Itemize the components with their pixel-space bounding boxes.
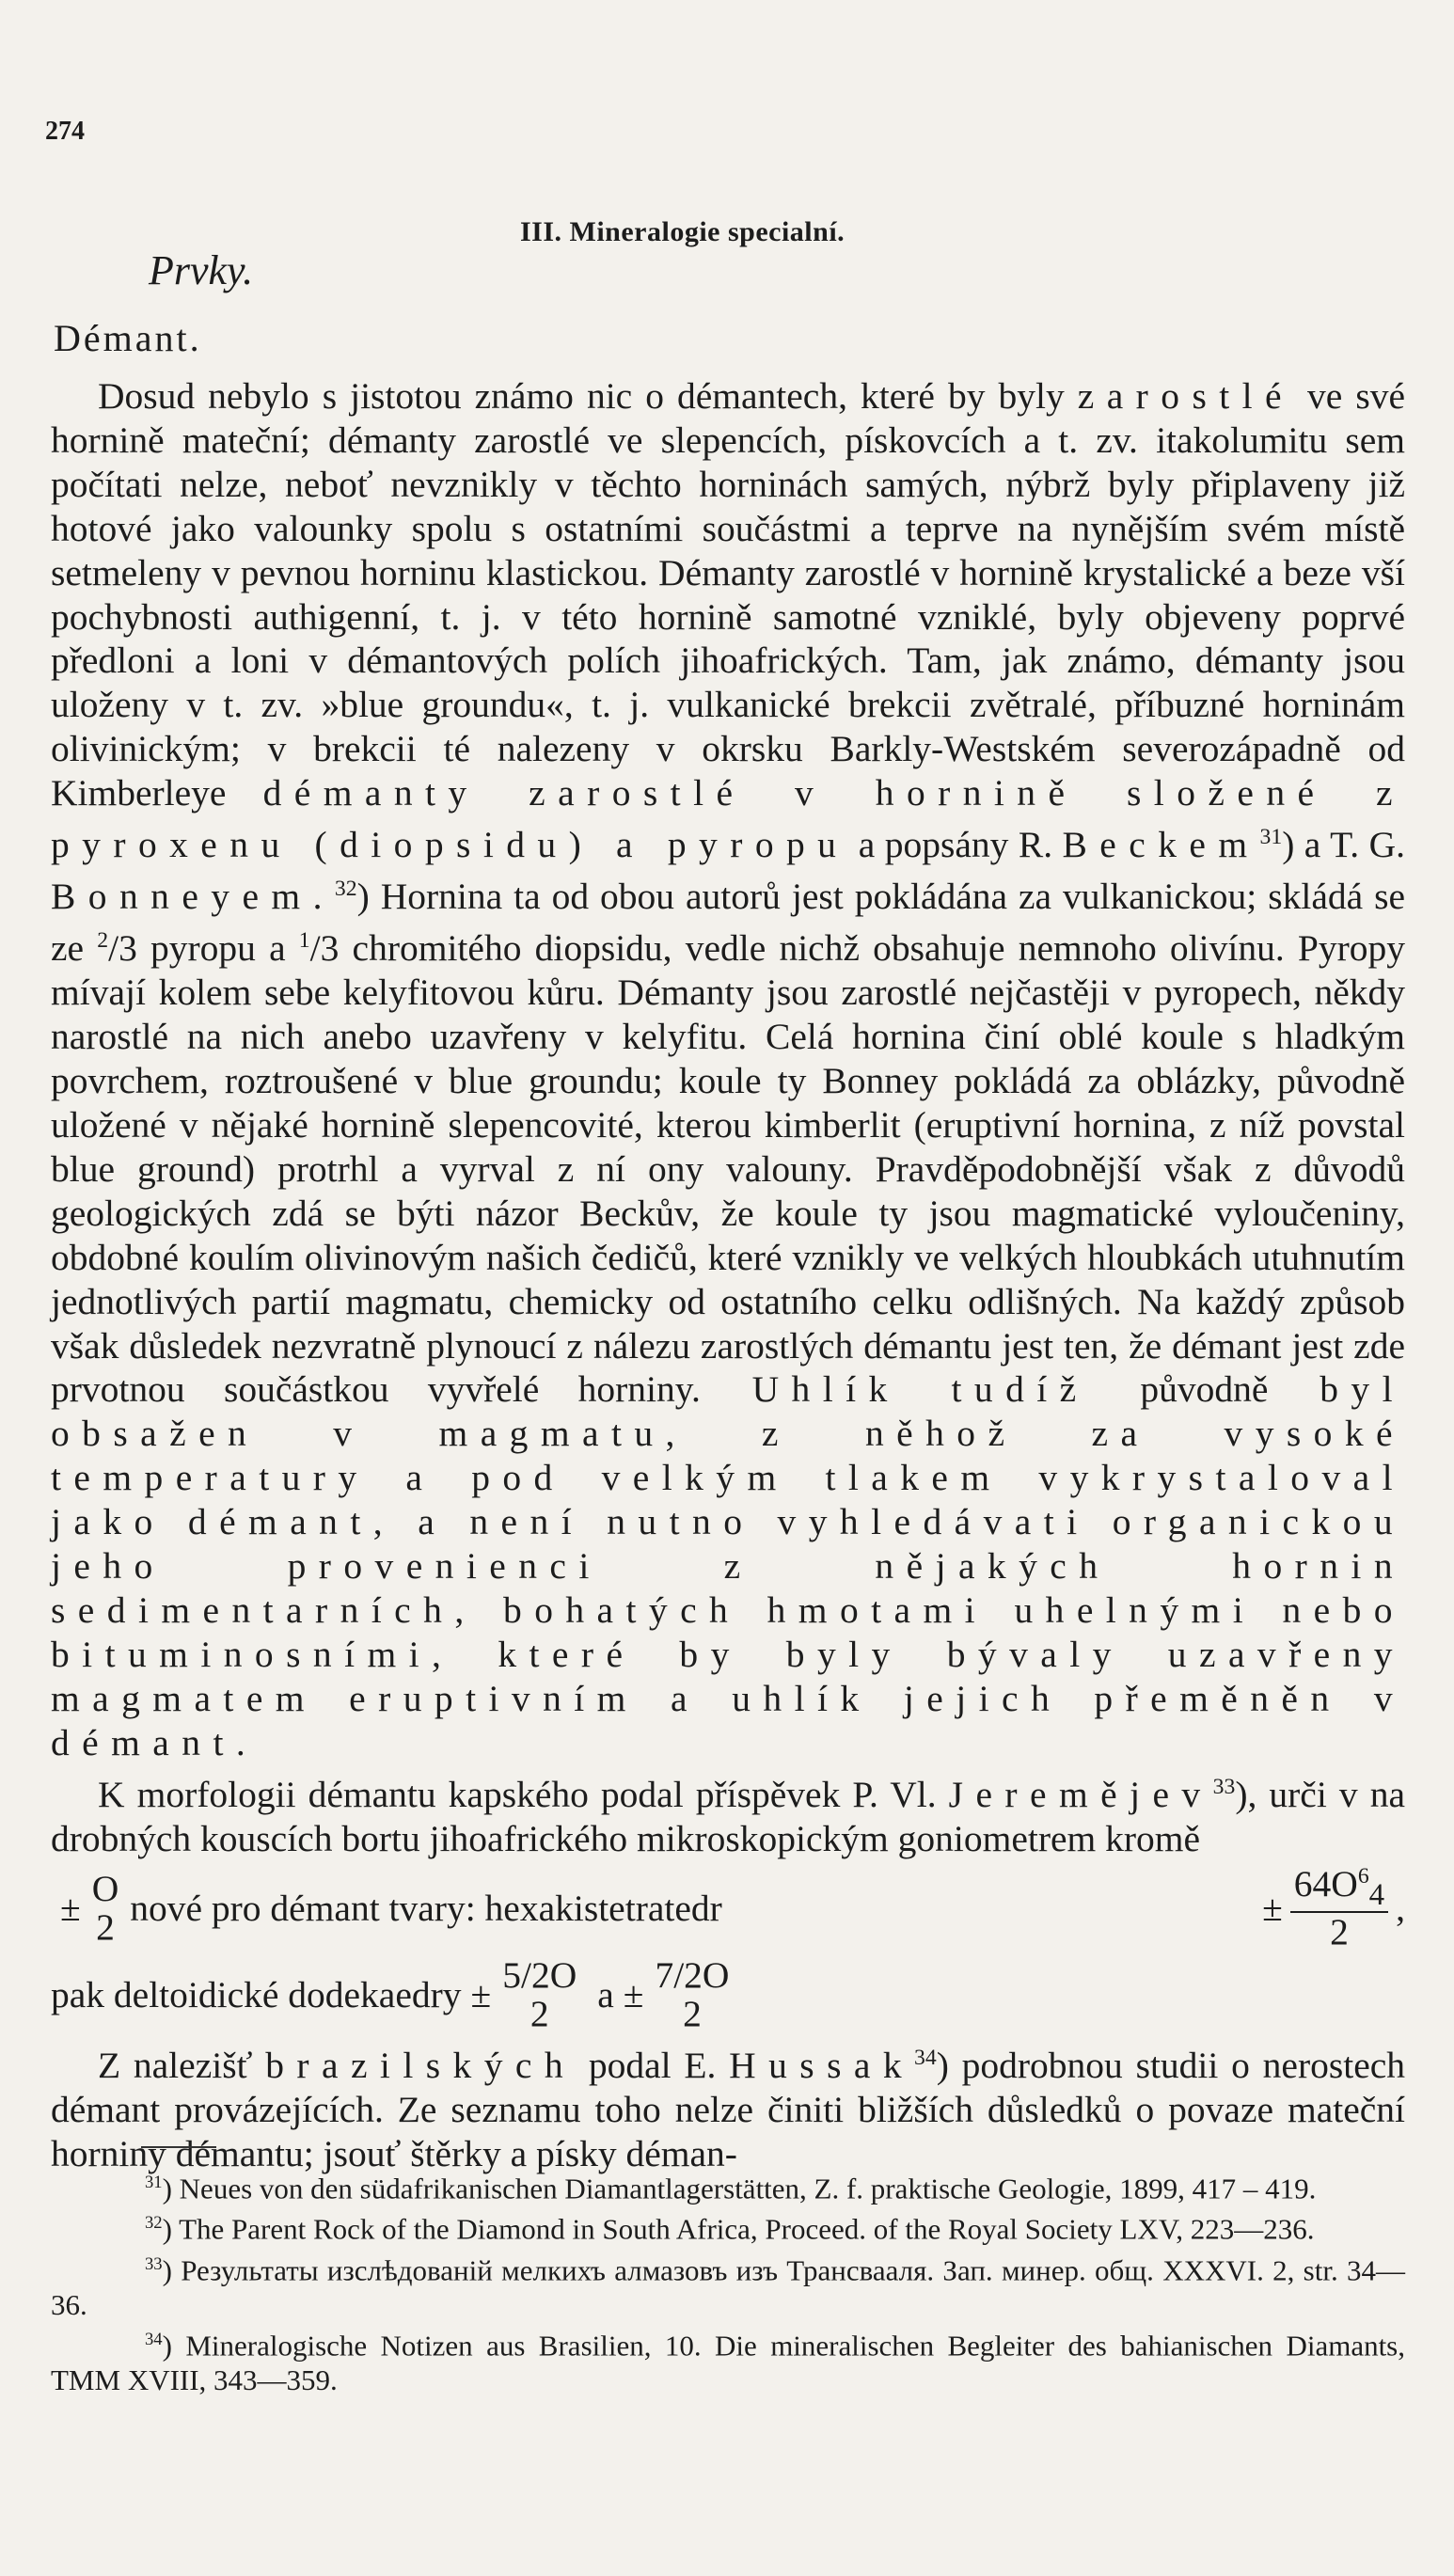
running-head: III. Mineralogie specialní. <box>520 216 846 247</box>
section-title: Prvky. <box>149 247 254 293</box>
footnotes <box>51 2165 1405 2397</box>
paragraph-1: Dosud nebylo s jistotou známo nic o démantech, které by byly zarostlé ve své hornině mateční; démanty zarostlé ve slepencích, pískovcích a t. zv. itakolumitu sem počítati nelze, neboť nevznikly v těchto horninách samých, nýbrž byly připlaveny již hotové jako valounky spolu s ostatními součástmi a teprve na nynějším svém místě setmeleny v pevnou horninu klastickou. Démanty zarostlé v hornině krystalické a beze vší pochybnosti authigenní, t. j. v této hornině samotné vzniklé, byly objeveny poprvé předloni a loni v démantových polích jihoafrických. Tam, jak známo, démanty jsou uloženy v t. zv. »blue groundu«, t. j. vulkanické brekcii zvětralé, příbuzné horninám olivinickým; v brekcii té nalezeny v okrsku Barkly-Westském severozápadně od Kimberleye démanty zarostlé v hornině složené z pyroxenu (diopsidu) a pyropu a popsány R. Beckem$^{31}$) a T. G. Bonneyem.$^{32}$) Hornina ta od obou autorů jest pokládána za vulkanickou; skládá se ze $^2$/3 pyropu a $^1$/3 chromitého diopsidu, vedle nichž obsahuje nemnoho olivínu. Pyropy mívají kolem sebe kelyfitovou kůru. Démanty jsou zarostlé nejčastěji v pyropech, někdy narostlé na nich anebo uzavřeny v kelyfitu. Celá hornina činí oblé koule s hladkým povrchem, roztroušené v blue groundu; koule ty Bonney pokládá za oblázky, původně uložené v nějaké hornině slepencovité, kterou kimberlit (eruptivní hornina, z níž povstal blue ground) protrhl a vyrval z ní ony valouny. Pravděpodobnější však z důvodů geologických zdá se býti názor Beckův, že koule ty jsou magmatické vyloučeniny, obdobné koulím olivinovým našich čedičů, které vznikly ve velkých hloubkách utuhnutím jednotlivých partií magmatu, chemicky od ostatního celku odlišných. Na každý způsob však důsledek nezvratně plynoucí z nálezu zarostlých démantu jest ten, že démant jest zde prvotnou součástkou vyvřelé horniny. Uhlík tudíž původně byl obsažen v magmatu, z něhož za vysoké temperatury a pod velkým tlakem vykrystaloval jako démant, a není nutno vyhledávati organickou jeho provenienci z nějakých hornin sedimentarních, bohatých hmotami uhelnými nebo bituminosními, které by byly bývaly uzavřeny magmatem eruptivním a uhlík jejich přeměněn v démant. <box>51 375 1406 1763</box>
page-number: 274 <box>45 117 85 146</box>
paragraph-3: Z nalezišť brazilských podal E. Hussak$^{34}$) podrobnou studii o nerostech démant provázejících. Ze seznamu toho nelze činiti bližších důsledků o povaze mateční horniny démantu; jsouť štěrky a písky déman- <box>51 2044 1406 2174</box>
main-text <box>51 374 1405 2175</box>
subheading: Démant. <box>54 317 202 359</box>
fraction-7-2: 7/2O 2 <box>655 1953 730 2035</box>
footnote-34: $^{34}$) Mineralogische Notizen aus Brasilien, 10. Die mineralischen Begleiter des bahianischen Diamants, TMM XVIII, 343—359. <box>51 2329 1405 2397</box>
paragraph-2: K morfologii démantu kapského podal příspěvek P. Vl. Jeremějev$^{33}$), urči v na drobných kouscích bortu jihoafrického mikroskopickým goniometrem kromě <box>51 1773 1405 1859</box>
footnote-33: $^{33}$) Результаты изслѣдованій мелкихъ алмазовъ изъ Трансвааля. Зап. минер. общ. XXXVI. 2, str. 34—36. <box>51 2252 1405 2321</box>
formula-line-2: pak deltoidické dodekaedry ± 5/2O 2 a ± 7/2O 2 <box>51 1956 1405 2034</box>
fraction-o-over-2: O 2 <box>91 1867 119 1949</box>
formula-line-1: ± O 2 nové pro démant tvary: hexakistetratedr ± $\frac{64O^6_4}{2}$ , <box>60 1862 1405 1953</box>
footnote-32: $^{32}$) The Parent Rock of the Diamond in South Africa, Proceed. of the Royal Society LXV, 223—236. <box>145 2212 1315 2246</box>
footnote-31: $^{31}$) Neues von den südafrikanischen Diamantlagerstätten, Z. f. praktische Geologie, 1899, 417 – 419. <box>145 2172 1317 2205</box>
fraction-hexakis: $\frac{64O^6_4}{2}$ <box>1290 1865 1388 1952</box>
footnote-divider <box>141 2146 216 2148</box>
fraction-5-2: 5/2O 2 <box>502 1953 577 2035</box>
